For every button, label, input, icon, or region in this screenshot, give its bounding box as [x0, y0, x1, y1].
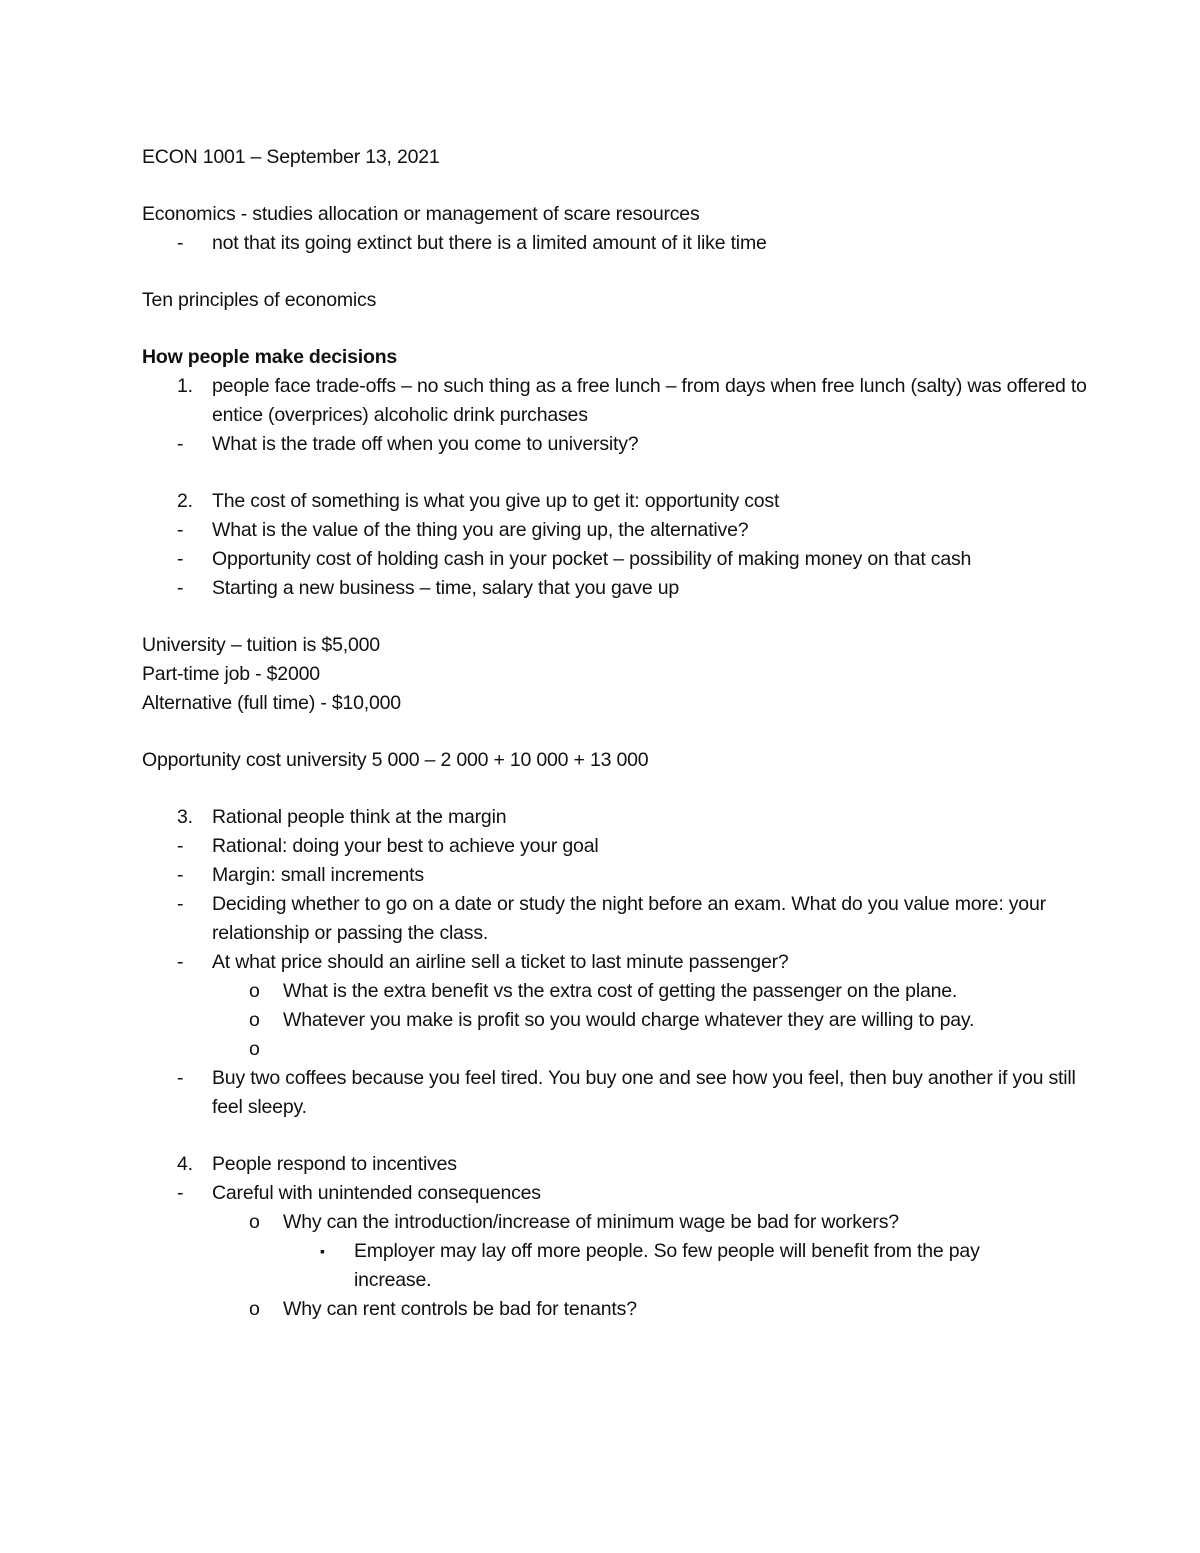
sub-list-item-text [283, 1038, 288, 1060]
number-marker: 2. [177, 490, 193, 512]
principle-4 [142, 1150, 1092, 1179]
opportunity-cost-calc: Opportunity cost university 5 000 – 2 000 + 10 000 + 13 000 [142, 749, 649, 771]
circle-marker: o [249, 1038, 260, 1060]
number-marker: 1. [177, 375, 193, 397]
dash-marker: - [177, 519, 184, 541]
sub-sub-list-item-text: Employer may lay off more people. So few people will benefit from the pay increase. [354, 1240, 980, 1291]
sub-sub-list-item [142, 1237, 1054, 1295]
list-item-text: Starting a new business – time, salary that you gave up [212, 577, 680, 599]
circle-marker: o [249, 1009, 260, 1031]
list-item-text: What is the trade off when you come to university? [212, 433, 639, 455]
list-item [142, 948, 1092, 977]
sub-list-item [142, 1208, 1073, 1237]
principle-text: people face trade-offs – no such thing as a free lunch – from days when free lunch (salty) was offered to entice (overprices) alcoholic drink purchases [212, 375, 1087, 426]
list-item-text: not that its going extinct but there is a limited amount of it like time [212, 232, 767, 254]
dash-marker: - [177, 577, 184, 599]
dash-marker: - [177, 893, 184, 915]
principle-2 [142, 487, 1092, 516]
principle-text: People respond to incentives [212, 1153, 457, 1175]
subheading: Ten principles of economics [142, 289, 377, 311]
list-item [142, 545, 1092, 574]
dash-marker: - [177, 864, 184, 886]
square-marker: ▪ [320, 1243, 325, 1259]
sub-list-item [142, 1295, 1073, 1324]
principle-3 [142, 803, 1092, 832]
sub-list-item-text: Whatever you make is profit so you would charge whatever they are willing to pay. [283, 1009, 975, 1031]
example-line: University – tuition is $5,000 [142, 634, 380, 656]
section-heading: How people make decisions [142, 346, 398, 368]
dash-marker: - [177, 1067, 184, 1089]
list-item-text: Careful with unintended consequences [212, 1182, 541, 1204]
list-item [142, 430, 1092, 459]
list-item-text: At what price should an airline sell a ticket to last minute passenger? [212, 951, 789, 973]
sub-list-item-empty [142, 1035, 1073, 1064]
principle-text: The cost of something is what you give up to get it: opportunity cost [212, 490, 780, 512]
definition-text: Economics - studies allocation or management of scare resources [142, 203, 700, 225]
page-title: ECON 1001 – September 13, 2021 [142, 146, 440, 168]
dash-marker: - [177, 1182, 184, 1204]
example-line: Alternative (full time) - $10,000 [142, 692, 401, 714]
list-item-text: Margin: small increments [212, 864, 424, 886]
list-item-text: What is the value of the thing you are giving up, the alternative? [212, 519, 749, 541]
example-line: Part-time job - $2000 [142, 663, 320, 685]
principle-text: Rational people think at the margin [212, 806, 507, 828]
list-item [142, 516, 1092, 545]
list-item-text: Deciding whether to go on a date or study the night before an exam. What do you value more: your relationship or passing the class. [212, 893, 1046, 944]
circle-marker: o [249, 980, 260, 1002]
list-item-text: Opportunity cost of holding cash in your pocket – possibility of making money on that cash [212, 548, 972, 570]
list-item [142, 574, 1092, 603]
dash-marker: - [177, 433, 184, 455]
sub-list-item-text: What is the extra benefit vs the extra cost of getting the passenger on the plane. [283, 980, 958, 1002]
list-item [142, 890, 1092, 948]
list-item [142, 832, 1092, 861]
sub-list-item [142, 977, 1073, 1006]
list-item-text: Buy two coffees because you feel tired. You buy one and see how you feel, then buy another if you still feel sleepy. [212, 1067, 1076, 1118]
principle-1 [142, 372, 1092, 430]
number-marker: 3. [177, 806, 193, 828]
circle-marker: o [249, 1211, 260, 1233]
list-item [142, 1064, 1092, 1122]
dash-marker: - [177, 232, 184, 254]
list-item [142, 861, 1092, 890]
sub-list-item-text: Why can rent controls be bad for tenants? [283, 1298, 637, 1320]
list-item [142, 1179, 1092, 1208]
dash-marker: - [177, 835, 184, 857]
dash-marker: - [177, 951, 184, 973]
circle-marker: o [249, 1298, 260, 1320]
document-body [142, 143, 1092, 1324]
number-marker: 4. [177, 1153, 193, 1175]
list-item [142, 229, 1092, 258]
sub-list-item [142, 1006, 1073, 1035]
sub-list-item-text: Why can the introduction/increase of minimum wage be bad for workers? [283, 1211, 899, 1233]
list-item-text: Rational: doing your best to achieve your goal [212, 835, 599, 857]
dash-marker: - [177, 548, 184, 570]
